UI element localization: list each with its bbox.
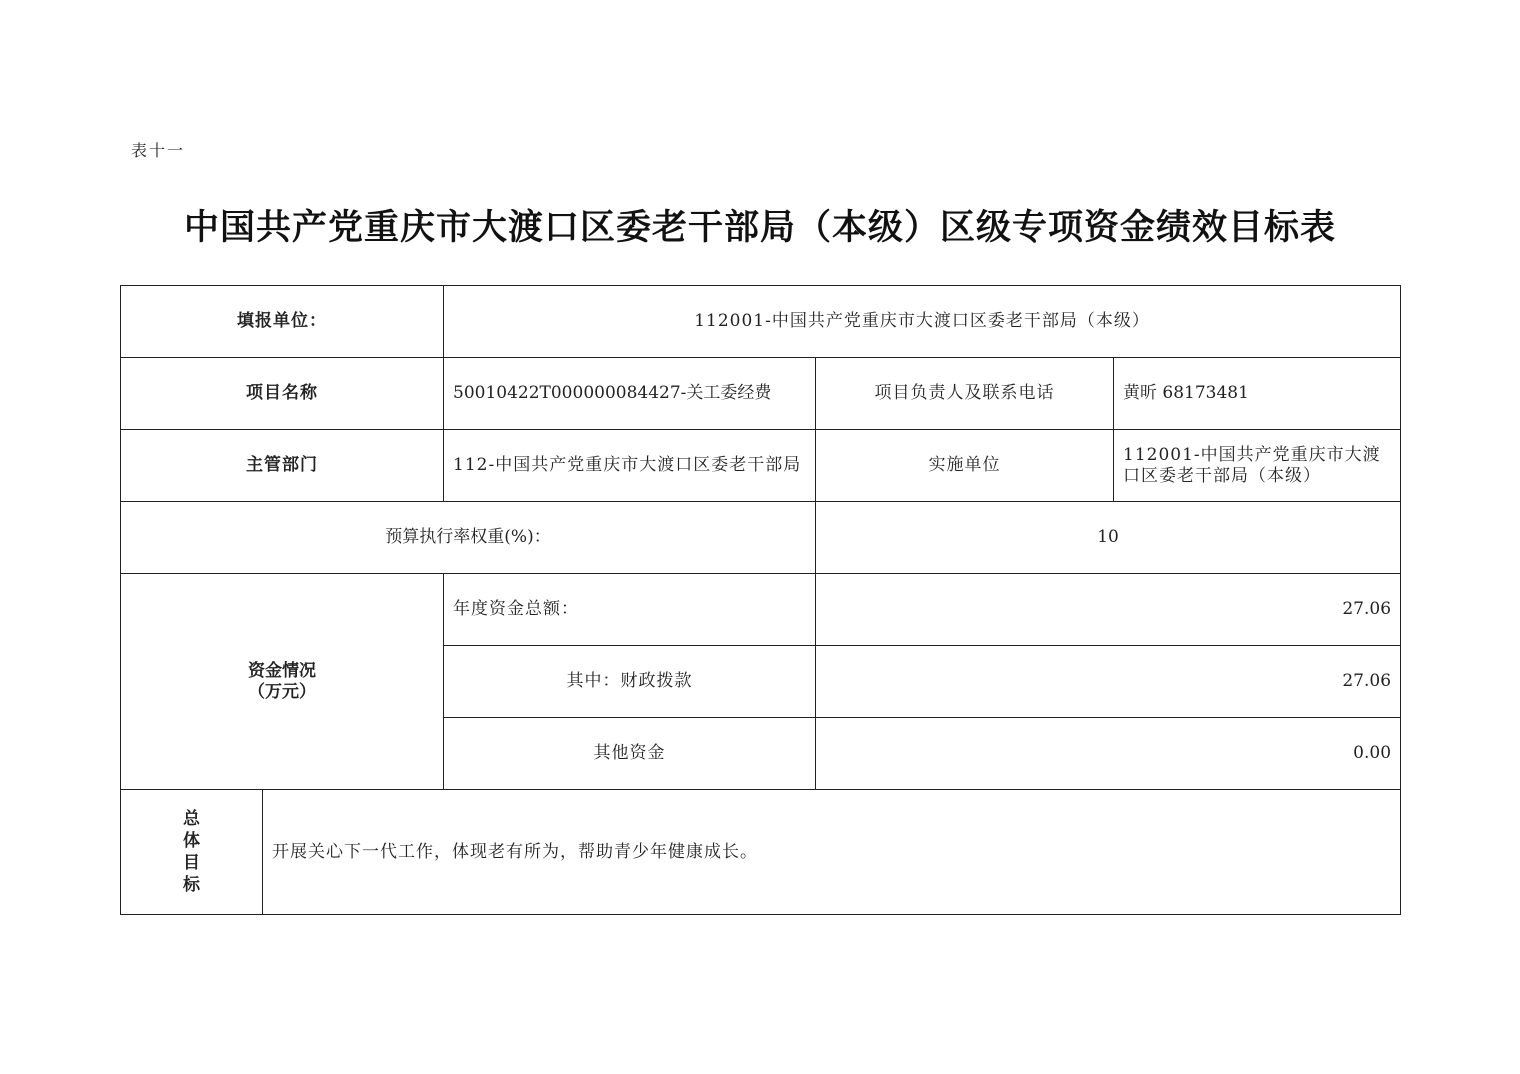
project-name-value: 50010422T000000084427-关工委经费 <box>444 358 816 430</box>
performance-goal-table <box>120 285 1401 915</box>
funds-label-line2: （万元） <box>248 681 316 702</box>
budget-weight-label: 预算执行率权重(%)： <box>121 502 816 574</box>
table-row-annual-total <box>121 574 1401 646</box>
annual-total-value: 27.06 <box>816 574 1401 646</box>
department-label: 主管部门 <box>121 430 444 502</box>
table-row-budget-weight <box>121 502 1401 574</box>
other-funds-value: 0.00 <box>816 718 1401 790</box>
table-row-overall-goal <box>121 790 1401 915</box>
funds-label <box>121 574 444 790</box>
reporting-unit-value: 112001-中国共产党重庆市大渡口区委老干部局（本级） <box>444 286 1401 358</box>
table-row-reporting-unit <box>121 286 1401 358</box>
overall-goal-label: 总体目标 <box>183 809 200 895</box>
implementing-unit-value: 112001-中国共产党重庆市大渡口区委老干部局（本级） <box>1114 430 1401 502</box>
reporting-unit-label: 填报单位： <box>121 286 444 358</box>
contact-label: 项目负责人及联系电话 <box>816 358 1114 430</box>
table-number-label: 表十一 <box>131 141 186 160</box>
overall-goal-value: 开展关心下一代工作，体现老有所为，帮助青少年健康成长。 <box>263 790 1401 915</box>
budget-weight-value: 10 <box>816 502 1401 574</box>
project-name-label: 项目名称 <box>121 358 444 430</box>
implementing-unit-label: 实施单位 <box>816 430 1114 502</box>
department-value: 112-中国共产党重庆市大渡口区委老干部局 <box>444 430 816 502</box>
other-funds-label: 其他资金 <box>444 718 816 790</box>
table-row-department <box>121 430 1401 502</box>
document-title: 中国共产党重庆市大渡口区委老干部局（本级）区级专项资金绩效目标表 <box>183 208 1336 248</box>
annual-total-label: 年度资金总额： <box>444 574 816 646</box>
table-row-project <box>121 358 1401 430</box>
funds-label-line1: 资金情况 <box>248 660 316 681</box>
contact-value: 黄昕 68173481 <box>1114 358 1401 430</box>
overall-goal-label-cell <box>121 790 263 915</box>
fiscal-appropriation-label: 其中：财政拨款 <box>444 646 816 718</box>
fiscal-appropriation-value: 27.06 <box>816 646 1401 718</box>
